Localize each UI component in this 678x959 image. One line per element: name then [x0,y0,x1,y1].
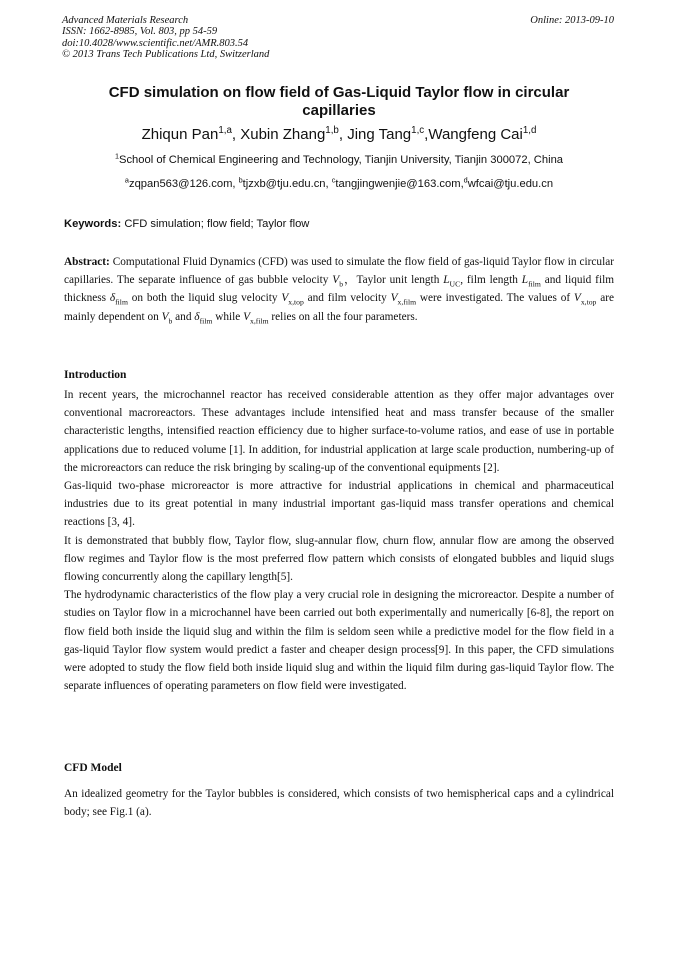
doi-line: doi:10.4028/www.scientific.net/AMR.803.54 [62,37,249,49]
cfd-model-body [64,785,614,821]
keywords [64,217,309,231]
email-address: zqpan563@126.com [128,178,233,190]
author-name: Xubin Zhang [240,126,326,143]
paper-title: CFD simulation on flow field of Gas-Liquid Taylor flow in circular capillaries [108,84,570,119]
abstract-label: Abstract: [64,256,110,268]
author-name: Jing Tang [347,126,412,143]
email-list: $^a$zqpan563@126.com, $^b$tjzxb@tju.edu.cn, $^c$tangjingwenjie@163.com,$^d$wfcai@tju.edu.cn [124,175,554,190]
affiliation: $^1$School of Chemical Engineering and Technology, Tianjin University, Tianjin 300072, China [114,151,564,166]
journal-info [62,15,269,61]
email-address: tjzxb@tju.edu.cn [242,178,326,190]
keywords-text: CFD simulation; flow field; Taylor flow [124,218,310,230]
paragraph: The hydrodynamic characteristics of the flow play a very crucial role in designing the microreactor. Despite a number of studies on Taylor flow in a microchannel have been carried out both experimentally and numerically [6-8], the report on flow field both inside the liquid slug and within the film is seldom seen while a predictive model for the flow field in a gas-liquid Taylor flow system would predict a faster and cheaper design process[9]. In this paper, the CFD simulations were adopted to study the flow field both inside liquid slug and within the liquid film during gas-liquid Taylor flow. The separate influences of operating parameters on flow field were investigated. [64,589,614,693]
email-address: wfcai@tju.edu.cn [467,178,554,190]
author-name: Wangfeng Cai [428,126,523,143]
cfd-model-heading: CFD Model [64,762,122,774]
author-list: Zhiqun Pan$^{1,a}$, Xubin Zhang$^{1,b}$, Jing Tang$^{1,c}$,Wangfeng Cai$^{1,d}$ [141,125,537,143]
introduction-body [64,386,614,695]
introduction-heading: Introduction [64,369,127,381]
paragraph: An idealized geometry for the Taylor bubbles is considered, which consists of two hemispherical caps and a cylindrical body; see Fig.1 (a). [64,788,614,819]
paragraph: It is demonstrated that bubbly flow, Taylor flow, slug-annular flow, churn flow, annular flow are among the observed flow regimes and Taylor flow is the most preferred flow pattern which consists of elongated bubbles and liquid slugs flowing concurrently along the capillary length[5]. [64,534,614,584]
copyright-line: © 2013 Trans Tech Publications Ltd, Switzerland [62,49,270,61]
journal-name: Advanced Materials Research [62,15,189,26]
issn-line: ISSN: 1662-8985, Vol. 803, pp 54-59 [62,26,218,38]
keywords-label: Keywords: [64,218,122,230]
abstract: Abstract: Computational Fluid Dynamics (CFD) was used to simulate the flow field of gas-liquid Taylor flow in circular capillaries. The separate influence of gas bubble velocity $V_b$，Taylor unit length $L_{UC}$, film length $L_{film}$ and liquid film thickness $\delta_{film}$ on both the liquid slug velocity $V_{x,top}$ and film velocity $V_{x,film}$ were investigated. The values of $V_{x,top}$ are mainly dependent on $V_b$ and $\delta_{film}$ while $V_{x,film}$ relies on all the four parameters. [64,256,615,325]
email-address: tangjingwenjie@163.com [335,178,461,190]
paragraph: Gas-liquid two-phase microreactor is more attractive for industrial applications in chemical and pharmaceutical industries due to its great potential in many industrial important gas-liquid mass transfer operations and chemical reactions [3, 4]. [64,480,614,529]
author-name: Zhiqun Pan [141,126,219,143]
online-date: Online: 2013-09-10 [530,15,614,26]
paragraph: In recent years, the microchannel reactor has received considerable attention as they offer major advantages over conventional macroreactors. These advantages include intensified heat and mass transfer because of the smaller characteristic lengths, intensified reaction efficiency due to higher surface-to-volume ratios, and ease of use in portable applications due to reduced volume [1]. In addition, for industrial application at large scale production, numbering-up of the microreactors can reduce the risk bringing by scaling-up of the conventional equipments [2]. [64,389,614,474]
